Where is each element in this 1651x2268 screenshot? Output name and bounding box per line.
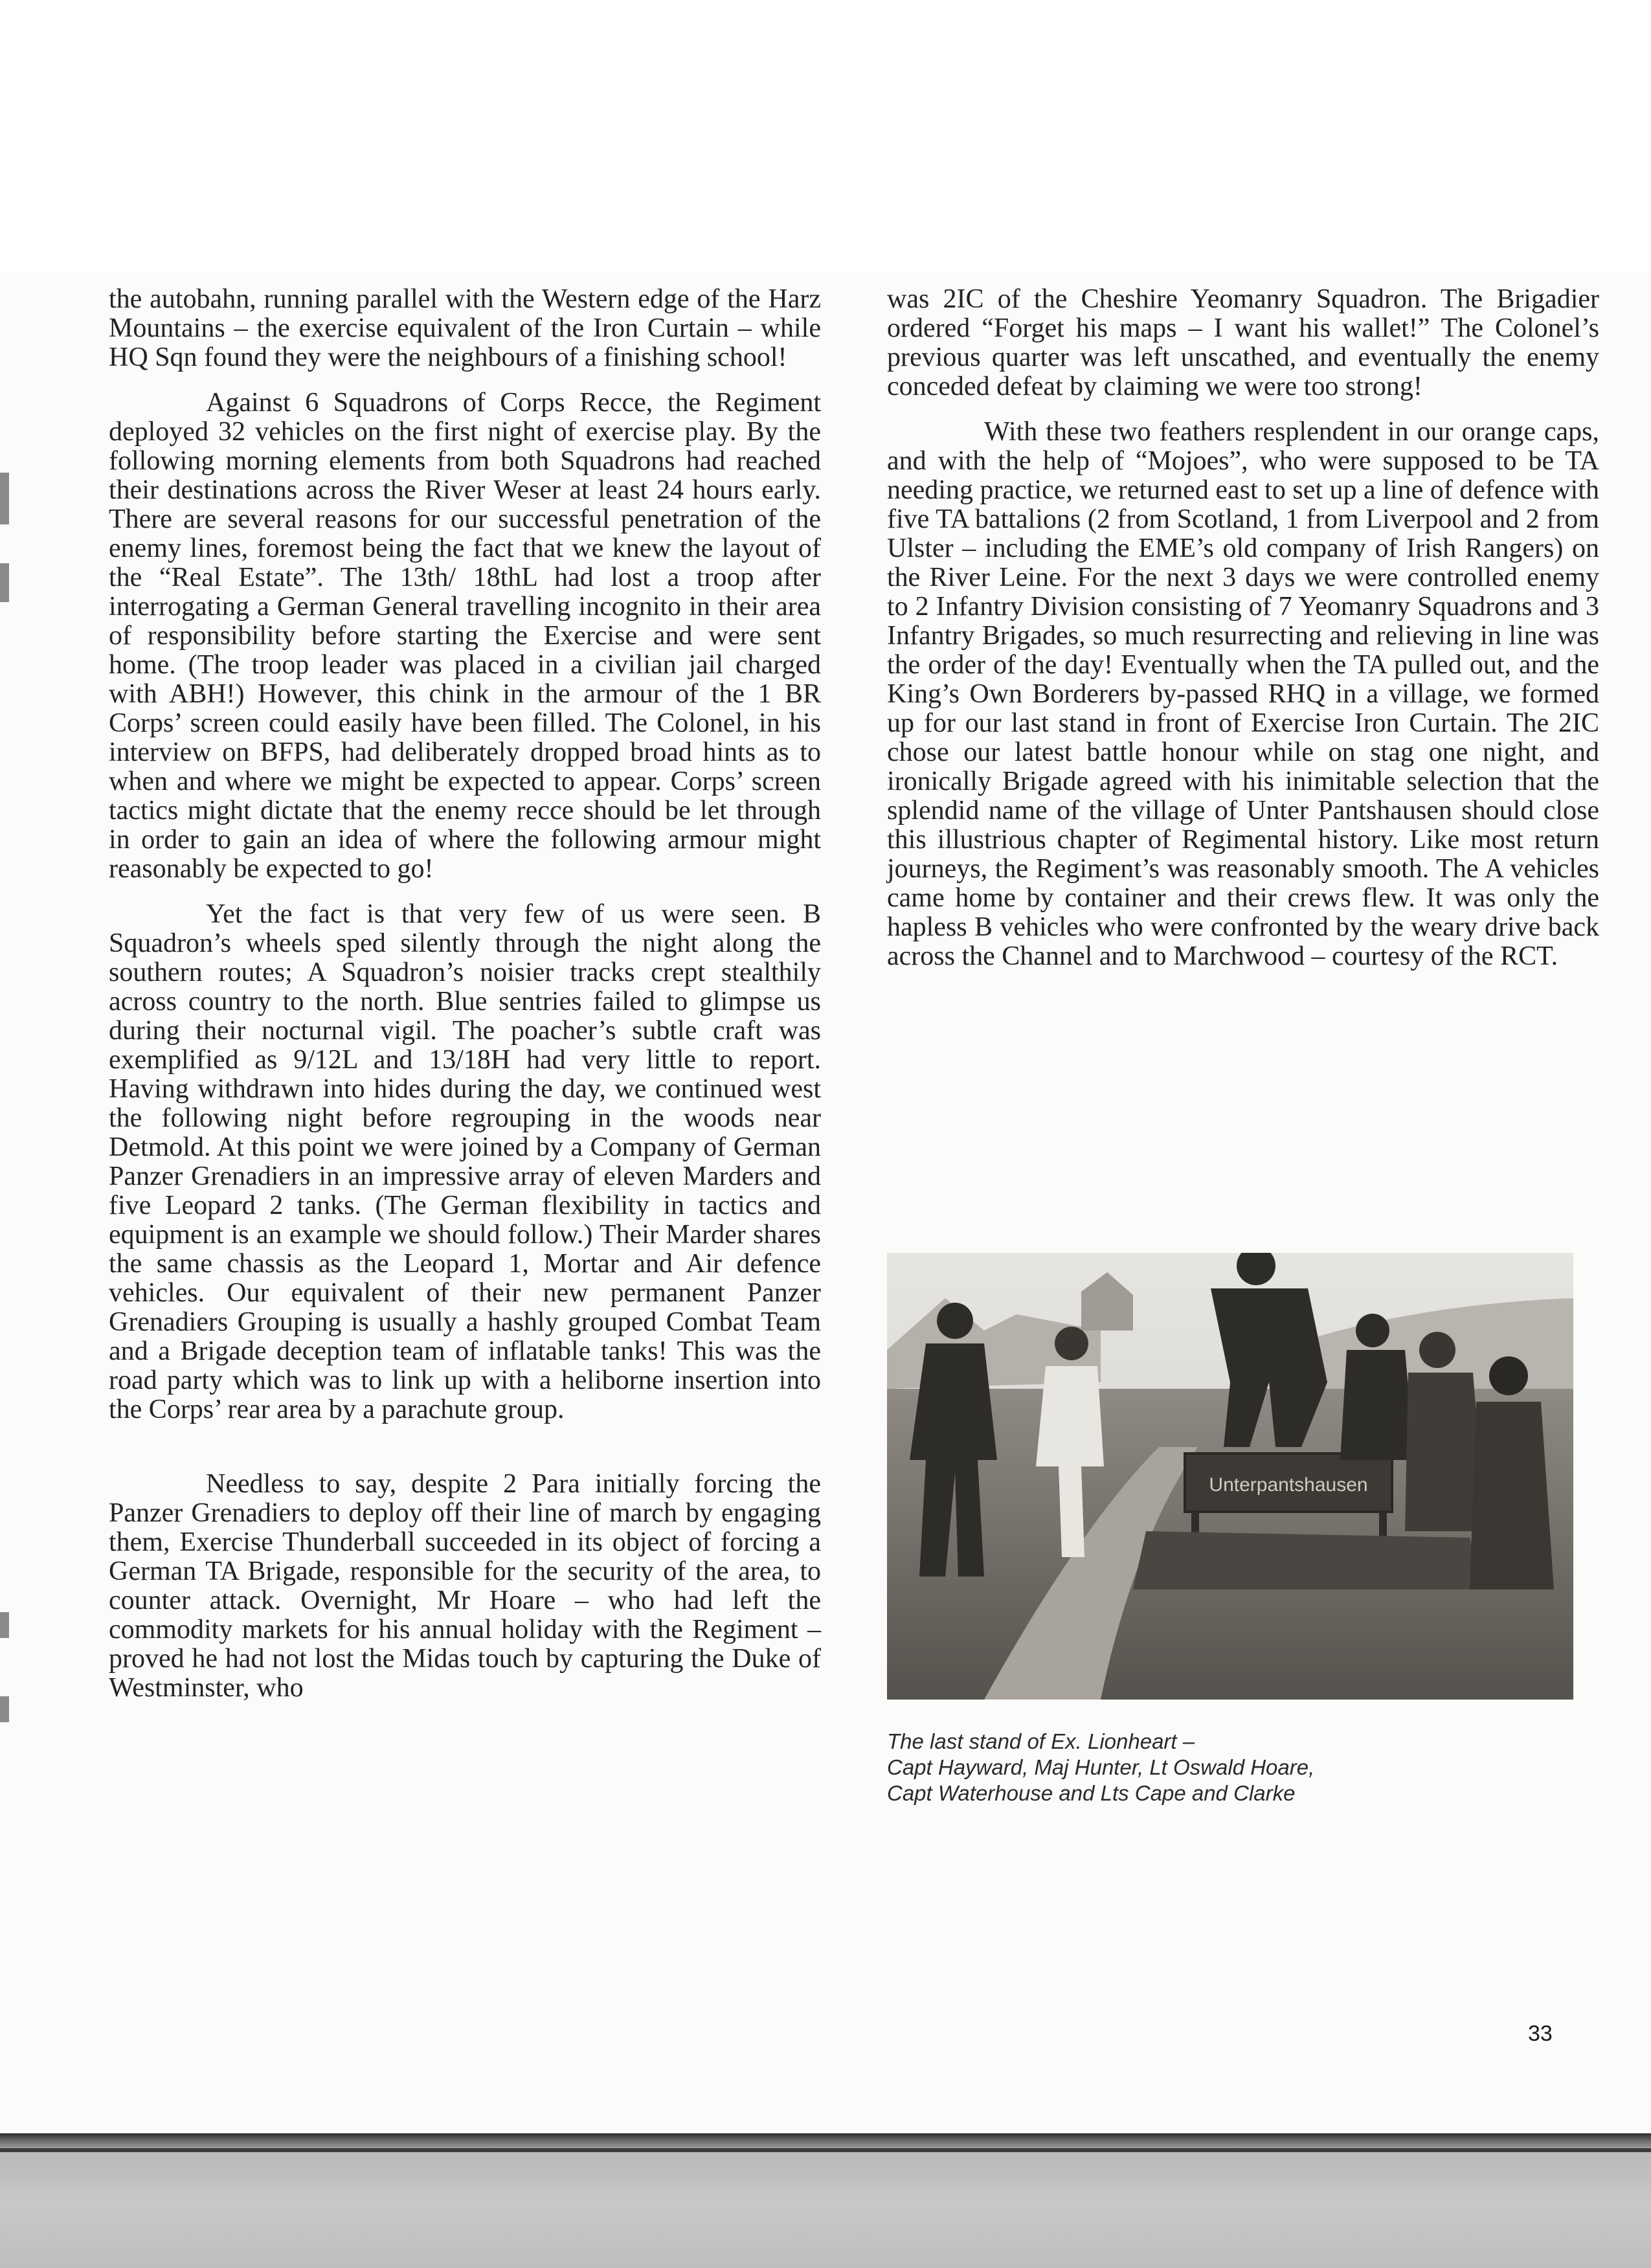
left-column: [109, 285, 821, 1719]
binding-mark: [0, 1696, 9, 1722]
binding-mark: [0, 563, 9, 602]
page-number: 33: [1528, 2021, 1553, 2046]
group-photo: [887, 1253, 1573, 1700]
paragraph: was 2IC of the Cheshire Yeomanry Squadron. The Brigadier ordered “Forget his maps – I want his wallet!” The Colonel’s previous quarter was left unscathed, and eventually the enemy conceded defeat by claiming we were too strong!: [887, 284, 1599, 401]
caption-line: Capt Hayward, Maj Hunter, Lt Oswald Hoare,: [887, 1755, 1315, 1779]
binding-mark: [0, 1612, 9, 1638]
right-column: [887, 285, 1599, 987]
paragraph: Against 6 Squadrons of Corps Recce, the Regiment deployed 32 vehicles on the first night of exercise play. By the following morning elements from both Squadrons had reached their destinations across the River Weser at least 24 hours early. There are several reasons for our successful penetration of the enemy lines, foremost being the fact that we knew the layout of the “Real Estate”. The 13th/ 18thL had lost a troop after interrogating a German General travelling incognito in their area of responsibility before starting the Exercise and were sent home. (The troop leader was placed in a civilian jail charged with ABH!) However, this chink in the armour of the 1 BR Corps’ screen could easily have been filled. The Colonel, in his interview on BFPS, had deliberately dropped broad hints as to when and where we might be expected to appear. Corps’ screen tactics might dictate that the enemy recce should be let through in order to gain an idea of where the following armour might reasonably be expected to go!: [109, 388, 821, 884]
binding-mark: [0, 473, 9, 524]
top-margin: [0, 0, 1651, 272]
paragraph: Yet the fact is that very few of us were seen. B Squadron’s wheels sped silently through the night along the southern routes; A Squadron’s noisier tracks crept stealthily across country to the north. Blue sentries failed to glimpse us during their nocturnal vigil. The poacher’s subtle craft was exemplified as 9/12L and 13/18H had very little to report. Having withdrawn into hides during the day, we continued west the following night before regrouping in the woods near Detmold. At this point we were joined by a Company of German Panzer Grenadiers in an impressive array of eleven Marders and five Leopard 2 tanks. (The German flexibility in tactics and equipment is an example we should follow.) Their Marder shares the same chassis as the Leopard 1, Mortar and Air defence vehicles. Our equivalent of their new permanent Panzer Grenadiers Grouping is usually a hashly grouped Combat Team and a Brigade deception team of inflatable tanks! This was the road party which was to link up with a heliborne insertion into the Corps’ rear area by a parachute group.: [109, 899, 821, 1424]
scan-shadow: [0, 2133, 1651, 2268]
caption-line: Capt Waterhouse and Lts Cape and Clarke: [887, 1781, 1296, 1805]
photo-illustration: [887, 1253, 1573, 1700]
paragraph: Needless to say, despite 2 Para initially forcing the Panzer Grenadiers to deploy off their line of march by engaging them, Exercise Thunderball succeeded in its object of forcing a German TA Brigade, responsible for the security of the area, to counter attack. Overnight, Mr Hoare – who had left the commodity markets for his annual holiday with the Regiment – proved he had not lost the Midas touch by capturing the Duke of Westminster, who: [109, 1469, 821, 1703]
caption-line: The last stand of Ex. Lionheart –: [887, 1729, 1195, 1753]
page-edge: [0, 2148, 1651, 2152]
sign-text: Unterpantshausen: [1209, 1474, 1368, 1496]
photo-caption: [887, 1729, 1599, 1806]
paragraph: With these two feathers resplendent in our orange caps, and with the help of “Mojoes”, who were supposed to be TA needing practice, we returned east to set up a line of defence with five TA battalions (2 from Scotland, 1 from Liverpool and 2 from Ulster – including the EME’s old company of Irish Rangers) on the River Leine. For the next 3 days we were controlled enemy to 2 Infantry Division consisting of 7 Yeomanry Squadrons and 3 Infantry Brigades, so much resurrecting and relieving in line was the order of the day! Eventually when the TA pulled out, and the King’s Own Borderers by-passed RHQ in a village, we formed up for our last stand in front of Exercise Iron Curtain. The 2IC chose our latest battle honour while on stag one night, and ironically Brigade agreed with his inimitable selection that the splendid name of the village of Unter Pantshausen should close this illustrious chapter of Regimental history. Like most return journeys, the Regiment’s was reasonably smooth. The A vehicles came home by container and their crews flew. It was only the hapless B vehicles who were confronted by the weary drive back across the Channel and to Marchwood – courtesy of the RCT.: [887, 417, 1599, 971]
paragraph: the autobahn, running parallel with the Western edge of the Harz Mountains – the exercise equivalent of the Iron Curtain – while HQ Sqn found they were the neighbours of a finishing school!: [109, 284, 821, 372]
